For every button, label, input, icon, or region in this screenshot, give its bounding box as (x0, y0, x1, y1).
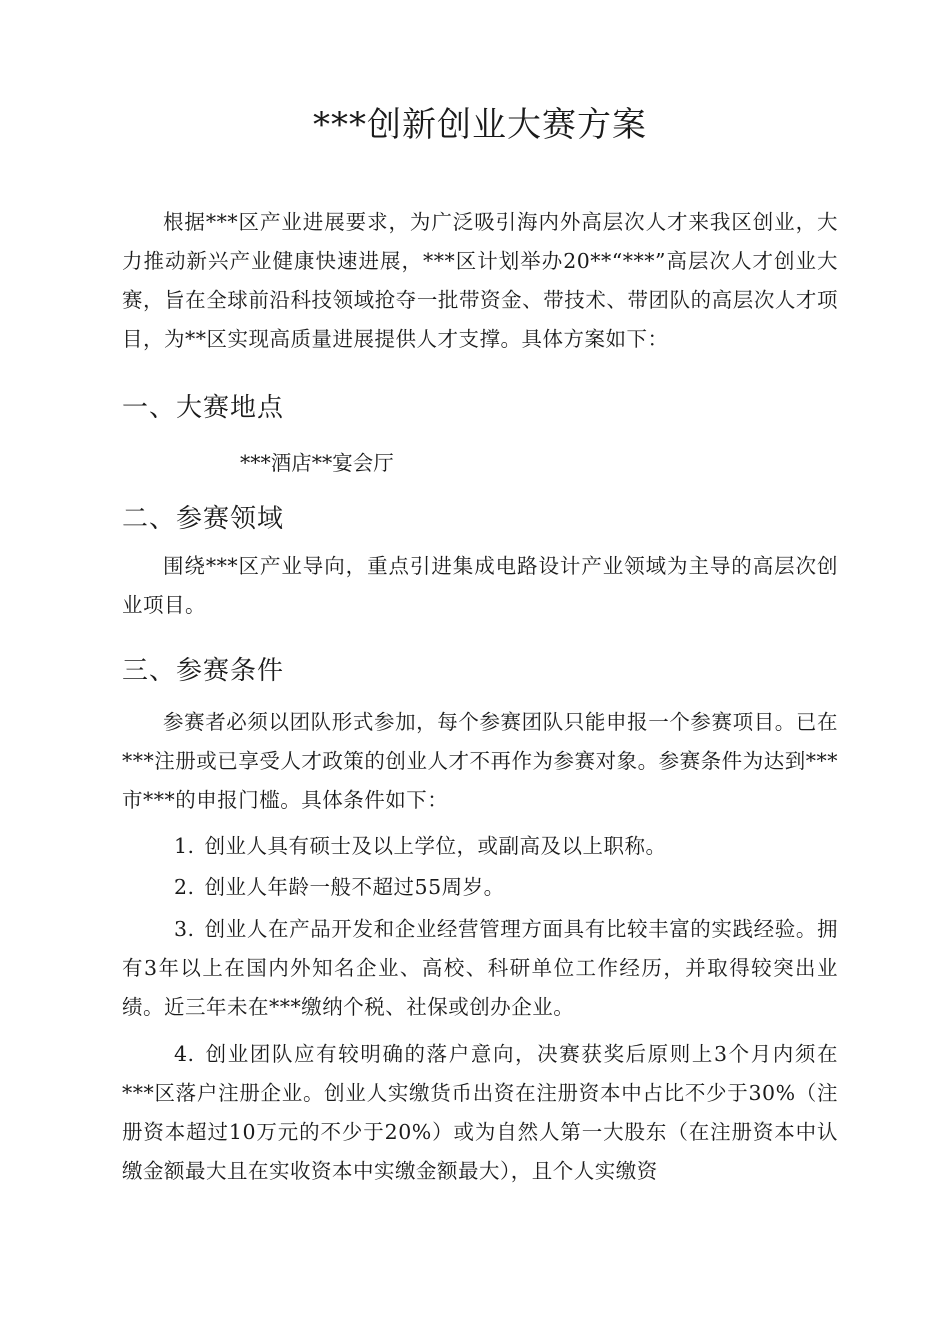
condition-item-2 (122, 868, 838, 907)
section-heading-venue: 一、大赛地点 (122, 393, 285, 423)
condition-item-number: 4. (174, 1042, 195, 1066)
condition-item-number: 2. (174, 875, 195, 899)
condition-item-text: 创业人在产品开发和企业经营管理方面具有比较丰富的实践经验。拥有3年以上在国内外知名企业、高校、科研单位工作经历，并取得较突出业绩。近三年未在***缴纳个税、社保或创办企业。 (122, 917, 838, 1019)
venue-text: ***酒店**宴会厅 (240, 451, 394, 475)
condition-item-text: 创业人具有硕士及以上学位，或副高及以上职称。 (204, 834, 667, 858)
section-heading-field: 二、参赛领域 (122, 504, 285, 534)
condition-item-text: 创业人年龄一般不超过55周岁。 (204, 875, 505, 899)
condition-item-number: 3. (174, 917, 195, 941)
condition-item-3 (122, 910, 838, 1027)
document-title: ***创新创业大赛方案 (313, 105, 647, 145)
condition-item-1 (122, 827, 838, 866)
condition-item-number: 1. (174, 834, 195, 858)
conditions-paragraph: 参赛者必须以团队形式参加，每个参赛团队只能申报一个参赛项目。已在***注册或已享受人才政策的创业人才不再作为参赛对象。参赛条件为达到***市***的申报门槛。具体条件如下： (122, 710, 838, 812)
condition-item-text: 创业团队应有较明确的落户意向，决赛获奖后原则上3个月内须在***区落户注册企业。创业人实缴货币出资在注册资本中占比不少于30%（注册资本超过10万元的不少于20%）或为自然人第一大股东（在注册资本中认缴金额最大且在实收资本中实缴金额最大），且个人实缴资 (122, 1042, 838, 1183)
field-paragraph: 围绕***区产业导向，重点引进集成电路设计产业领域为主导的高层次创业项目。 (122, 554, 838, 617)
section-heading-conditions: 三、参赛条件 (122, 656, 285, 686)
intro-paragraph: 根据***区产业进展要求，为广泛吸引海内外高层次人才来我区创业，大力推动新兴产业健康快速进展，***区计划举办20**“***”高层次人才创业大赛，旨在全球前沿科技领域抢夺一批带资金、带技术、带团队的高层次人才项目，为**区实现高质量进展提供人才支撑。具体方案如下： (122, 210, 838, 351)
condition-item-4 (122, 1035, 838, 1191)
